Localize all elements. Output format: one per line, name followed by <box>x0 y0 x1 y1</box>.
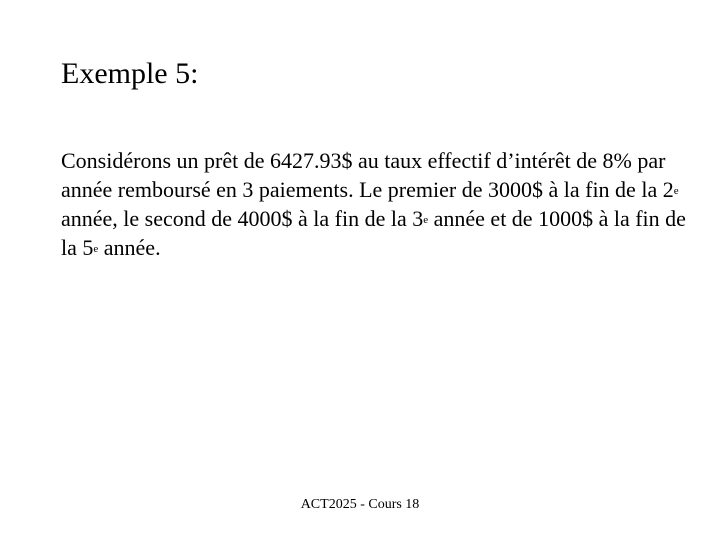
slide-body-text <box>61 146 691 262</box>
body-text-segment-4: année. <box>98 235 161 260</box>
ordinal-superscript-1: e <box>673 185 679 197</box>
body-text-segment-2: année, le second de 4000$ à la fin de la 3 <box>61 206 424 231</box>
ordinal-superscript-3: e <box>93 243 99 255</box>
ordinal-superscript-2: e <box>423 214 429 226</box>
body-text-segment-1: Considérons un prêt de 6427.93$ au taux effectif d’intérêt de 8% par année remboursé en 3 paiements. Le premier de 3000$ à la fin de la 2 <box>61 148 674 202</box>
slide-footer: ACT2025 - Cours 18 <box>300 497 420 512</box>
slide-title: Exemple 5: <box>61 57 199 90</box>
body-text-segment-3: année et de 1000$ à la fin de la 5 <box>61 206 686 260</box>
